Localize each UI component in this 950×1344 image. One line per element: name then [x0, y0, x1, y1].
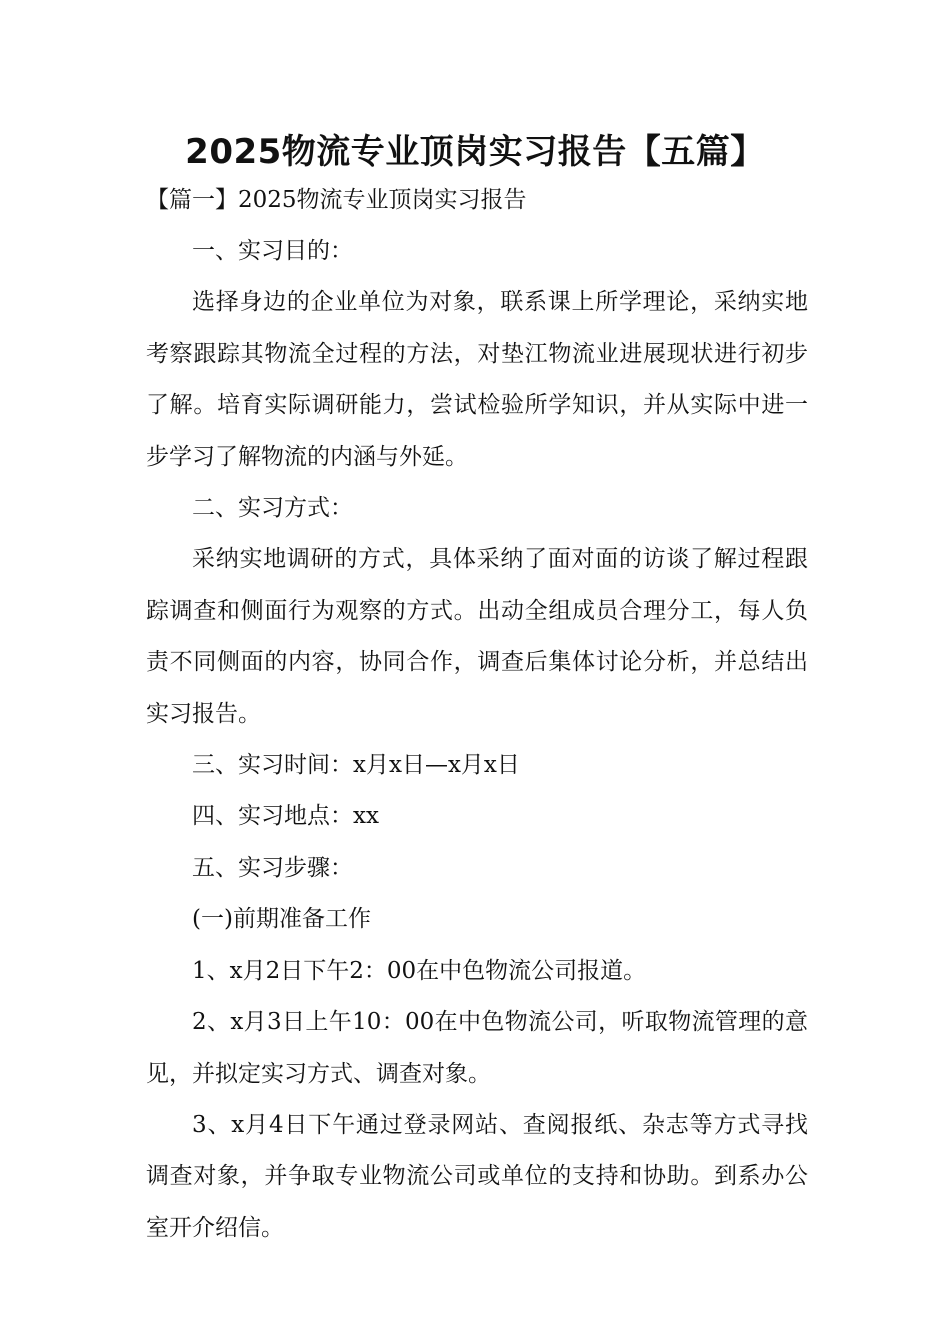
step-item: 3、x月4日下午通过登录网站、查阅报纸、杂志等方式寻找调查对象，并争取专业物流公司或单位的支持和协助。到系办公室开介绍信。 — [146, 1111, 808, 1241]
section-heading: 【篇一】2025物流专业顶岗实习报告 — [146, 187, 527, 213]
internship-location: 四、实习地点：xx — [192, 803, 379, 830]
internship-time: 三、实习时间：x月x日—x月x日 — [192, 752, 520, 779]
document-title: 2025物流专业顶岗实习报告【五篇】 — [185, 132, 765, 172]
paragraph-purpose: 选择身边的企业单位为对象，联系课上所学理论，采纳实地考察跟踪其物流全过程的方法，对垫江物流业进展现状进行初步了解。培育实际调研能力，尝试检验所学知识，并从实际中进一步学习了解物流的内涵与外延。 — [146, 289, 808, 470]
step-item: 1、x月2日下午2：00在中色物流公司报道。 — [192, 957, 647, 984]
heading-preparation: (一)前期准备工作 — [192, 906, 371, 933]
paragraph-method: 采纳实地调研的方式，具体采纳了面对面的访谈了解过程跟踪调查和侧面行为观察的方式。出动全组成员合理分工，每人负责不同侧面的内容，协同合作，调查后集体讨论分析，并总结出实习报告。 — [146, 546, 808, 727]
heading-steps: 五、实习步骤： — [192, 854, 353, 881]
step-item: 2、x月3日上午10：00在中色物流公司，听取物流管理的意见，并拟定实习方式、调查对象。 — [146, 1009, 808, 1087]
document-body — [146, 226, 808, 1254]
heading-purpose: 一、实习目的： — [192, 238, 353, 264]
heading-method: 二、实习方式： — [192, 495, 353, 522]
